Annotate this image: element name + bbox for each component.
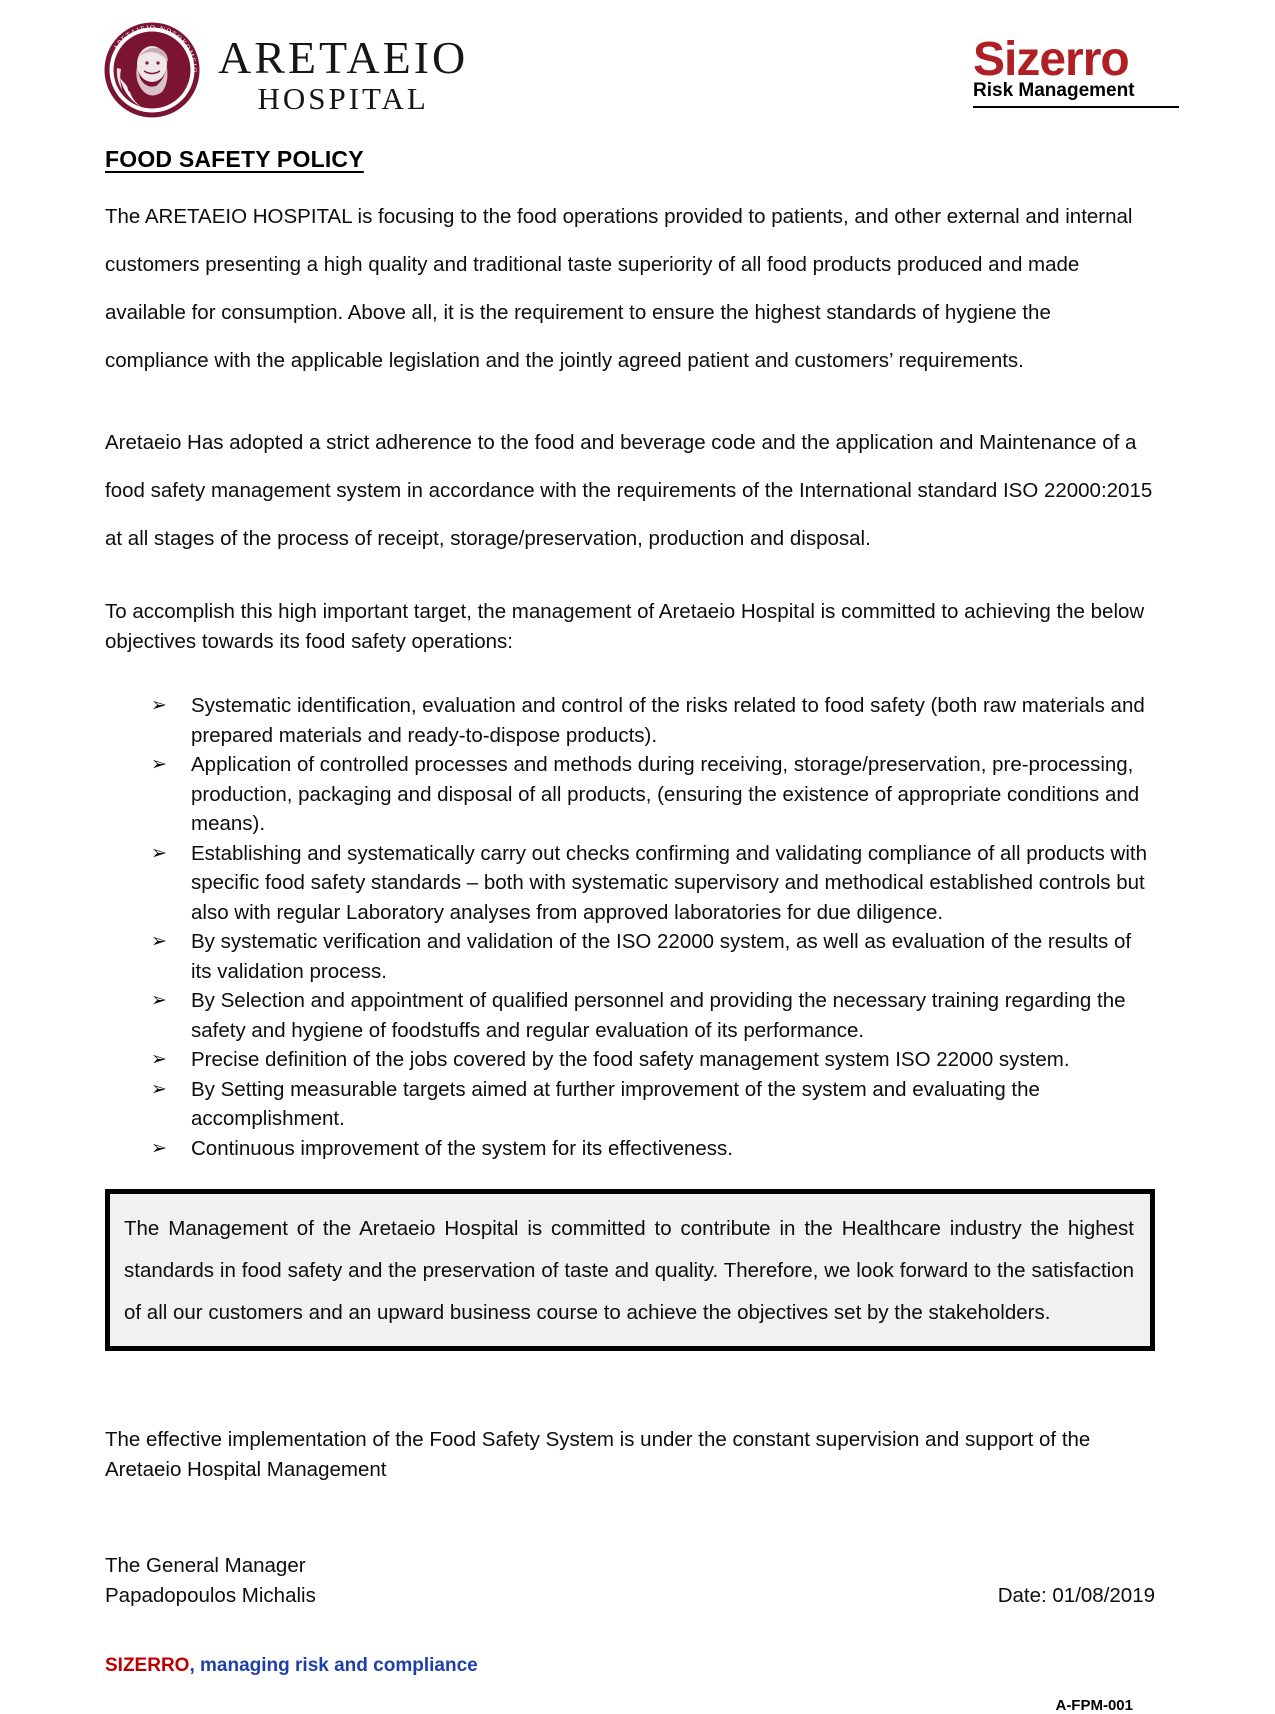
footer-branding [105,1655,1155,1677]
objectives-intro-paragraph: To accomplish this high important target, the management of Aretaeio Hospital is committed to achieving the below objectives towards its food safety operations: [105,600,1145,653]
signatory-role: The General Manager [105,1554,306,1577]
list-item [147,750,1147,839]
sizerro-logo [973,33,1183,108]
arrow-bullet-icon: ➢ [151,990,167,1011]
objectives-list [105,691,1155,1163]
management-commitment-text: The Management of the Aretaeio Hospital is committed to contribute in the Healthcare industry the highest standards in food safety and the preservation of taste and quality. Therefore, we look forward to the satisfaction of all our customers and an upward business course to achieve the objectives set by the stakeholders. [124,1217,1134,1324]
signature-date: Date: 01/08/2019 [997,1584,1155,1607]
hospital-name: ARETAEIO [218,31,469,83]
arrow-bullet-icon: ➢ [151,754,167,775]
sizerro-tagline: Risk Management [973,80,1135,102]
aretaeio-hospital-logo [100,18,468,122]
list-item [147,927,1147,986]
list-item-label: By Selection and appointment of qualified personnel and providing the necessary training regarding the safety and hygiene of foodstuffs and regular evaluation of its performance. [191,989,1126,1042]
list-item-label: Establishing and systematically carry out checks confirming and validating compliance of all products with specific food safety standards – both with systematic supervisory and methodical established controls but also with regular Laboratory analyses from approved laboratories for due diligence. [191,841,1147,924]
arrow-bullet-icon: ➢ [151,695,167,716]
page-title: FOOD SAFETY POLICY [105,146,364,172]
list-item [147,1075,1147,1134]
document-body [0,146,1275,1714]
arrow-bullet-icon: ➢ [151,931,167,952]
list-item-label: Systematic identification, evaluation and control of the risks related to food safety (both raw materials and prepared materials and ready-to-dispose products). [191,694,1145,747]
document-code: A-FPM-001 [1055,1697,1133,1714]
hospital-subtitle: HOSPITAL [257,80,429,116]
sizerro-underline-divider [973,106,1179,108]
list-item-label: Precise definition of the jobs covered by the food safety management system ISO 22000 system. [191,1048,1070,1071]
intro-paragraph-2: Aretaeio Has adopted a strict adherence to the food and beverage code and the application and Maintenance of a food safety management system in accordance with the requirements of the International standard ISO 22000:2015 at all stages of the process of receipt, storage/preservation, production and disposal. [105,431,1153,550]
arrow-bullet-icon: ➢ [151,842,167,864]
list-item [147,1134,1147,1164]
list-item-label: Application of controlled processes and methods during receiving, storage/preservation, pre-processing, production, packaging and disposal of all products, (ensuring the existence of appropriate conditions and means). [191,753,1140,835]
document-header [0,0,1275,140]
footer-brand-tagline: , managing risk and compliance [189,1655,478,1676]
signature-block [105,1551,1155,1611]
list-item [147,839,1147,928]
list-item-label: By systematic verification and validation of the ISO 22000 system, as well as evaluation of the results of its validation process. [191,930,1132,983]
list-item-label: By Setting measurable targets aimed at further improvement of the system and evaluating the accomplishment. [191,1077,1040,1130]
sizerro-brand-name: Sizerro [973,33,1129,86]
hospital-wordmark [218,27,468,114]
list-item [147,1045,1147,1075]
management-commitment-box [105,1189,1155,1351]
footer-brand-name: SIZERRO [105,1655,190,1676]
list-item-label: Continuous improvement of the system for its effectiveness. [191,1136,733,1160]
hospital-seal-icon [100,18,204,122]
list-item [147,691,1147,750]
closing-paragraph: The effective implementation of the Food Safety System is under the constant supervision and support of the Aretaeio Hospital Management [105,1428,1091,1481]
intro-paragraph-1: The ARETAEIO HOSPITAL is focusing to the food operations provided to patients, and other external and internal customers presenting a high quality and traditional taste superiority of all food products produced and made available for consumption. Above all, it is the requirement to ensure the highest standards of hygiene the compliance with the applicable legislation and the jointly agreed patient and customers’ requirements. [105,205,1133,372]
signatory-name: Papadopoulos Michalis [105,1584,316,1607]
arrow-bullet-icon: ➢ [151,1078,167,1100]
list-item [147,986,1147,1045]
arrow-bullet-icon: ➢ [151,1137,167,1159]
svg-text:ΑΡΕΤΑΙΕΙΟ ΝΟΣΟΚΟΜΕΙΟ: ΑΡΕΤΑΙΕΙΟ ΝΟΣΟΚΟΜΕΙΟ [111,23,199,74]
arrow-bullet-icon: ➢ [151,1049,167,1070]
